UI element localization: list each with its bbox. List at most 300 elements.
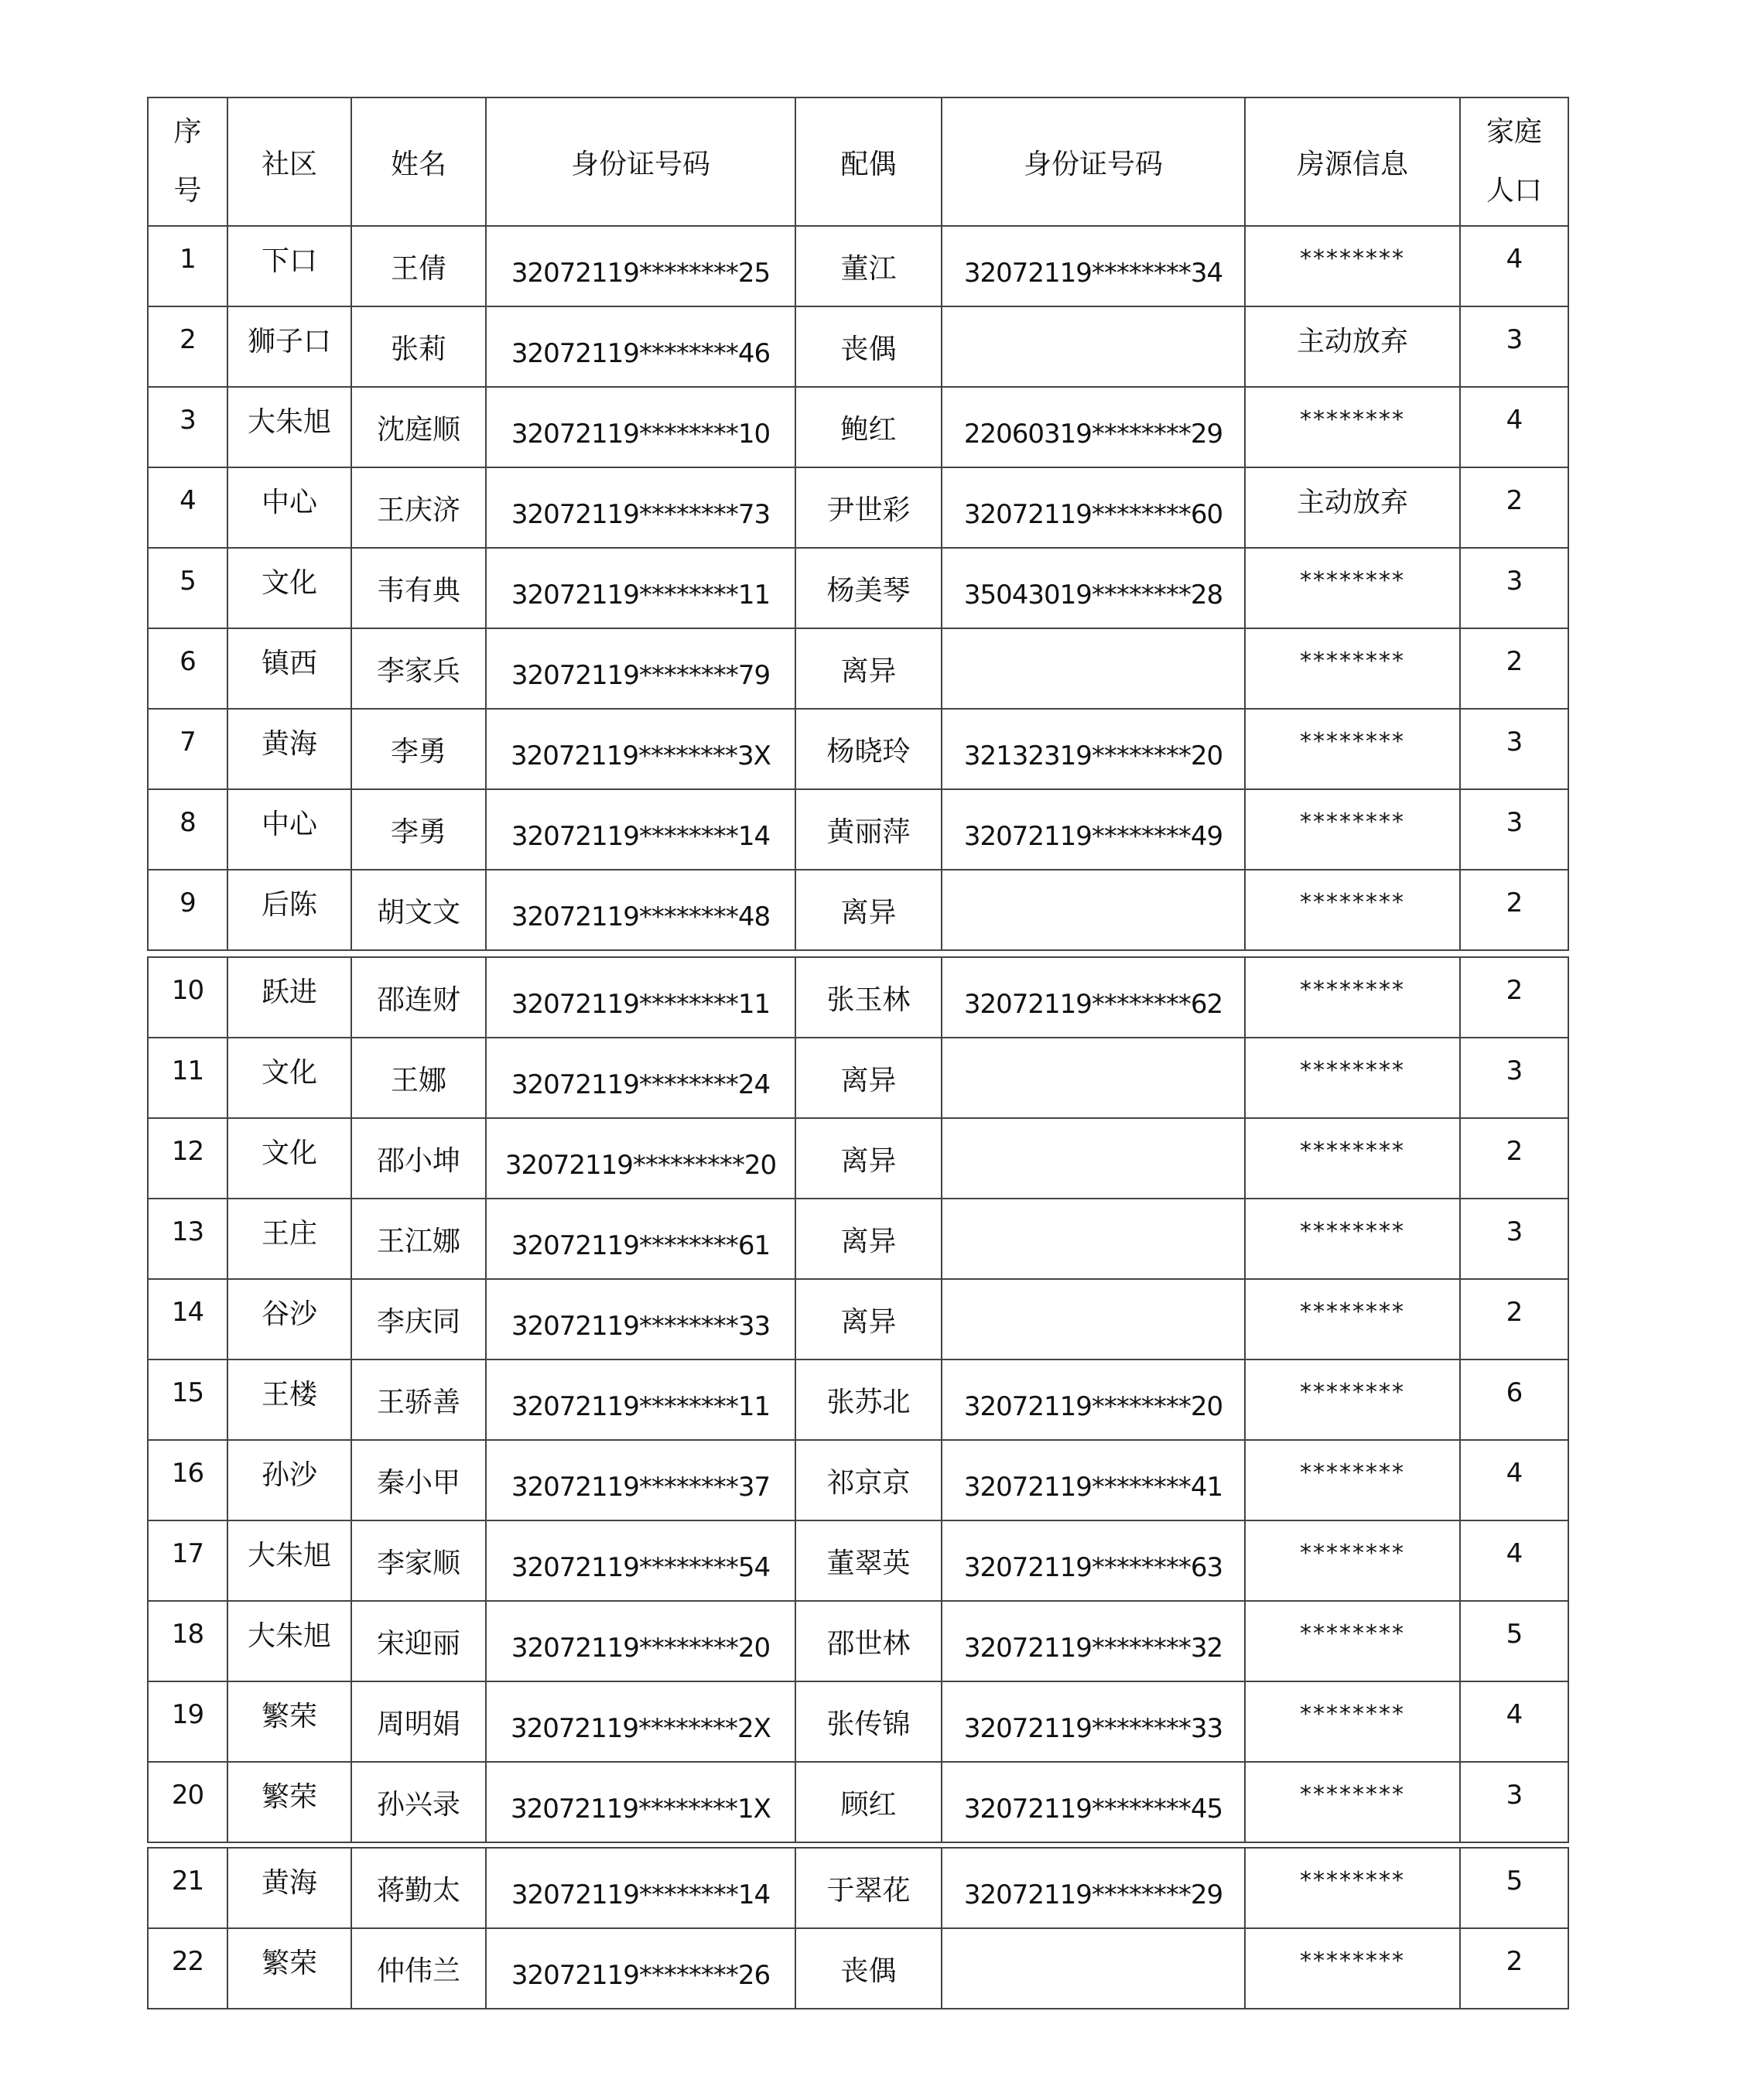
cell-id-number <box>486 1928 795 2009</box>
cell-community <box>227 1848 351 1928</box>
cell-community <box>227 1279 351 1360</box>
table-row <box>148 1681 1568 1762</box>
cell-spouse-text: 尹世彩 <box>826 494 911 526</box>
cell-housing <box>1245 1601 1460 1681</box>
cell-spouse-id <box>942 628 1245 709</box>
cell-spouse <box>795 306 942 387</box>
table-row <box>148 709 1568 789</box>
cell-community <box>227 1360 351 1440</box>
cell-name-text: 周明娟 <box>376 1708 460 1740</box>
cell-community-text: 后陈 <box>261 888 317 921</box>
cell-community-text: 大朱旭 <box>247 405 331 438</box>
cell-housing-text: ******** <box>1300 1700 1405 1728</box>
table-row <box>148 789 1568 870</box>
cell-spouse <box>795 1118 942 1199</box>
cell-community <box>227 628 351 709</box>
cell-id-number <box>486 957 795 1038</box>
cell-community-text: 跃进 <box>261 976 317 1008</box>
cell-spouse-text: 丧偶 <box>840 333 897 365</box>
cell-spouse-id <box>942 1440 1245 1520</box>
cell-name <box>351 628 486 709</box>
table-row <box>148 957 1568 1038</box>
cell-id-number-text: 32072119********14 <box>511 820 771 852</box>
cell-spouse-text: 丧偶 <box>840 1955 897 1987</box>
cell-spouse-id-text: 32132319********20 <box>963 740 1223 771</box>
cell-seq <box>148 1118 227 1199</box>
cell-spouse-text: 张传锦 <box>826 1708 911 1740</box>
cell-id-number <box>486 628 795 709</box>
cell-spouse <box>795 957 942 1038</box>
cell-seq <box>148 1038 227 1118</box>
table-segment-2 <box>147 956 1569 1843</box>
cell-seq <box>148 1601 227 1681</box>
cell-spouse-text: 邵世林 <box>826 1627 911 1660</box>
cell-spouse-id <box>942 870 1245 950</box>
cell-name <box>351 1279 486 1360</box>
header-seq: 序 号 <box>148 97 227 226</box>
header-id-number: 身份证号码 <box>486 97 795 226</box>
cell-family-size <box>1460 628 1568 709</box>
cell-name <box>351 1360 486 1440</box>
cell-name-text: 宋迎丽 <box>376 1627 460 1660</box>
cell-name-text: 孙兴录 <box>376 1788 460 1821</box>
cell-name-text: 李勇 <box>390 735 446 768</box>
cell-id-number <box>486 1199 795 1279</box>
cell-spouse-id <box>942 1928 1245 2009</box>
cell-housing <box>1245 1848 1460 1928</box>
cell-housing-text: ******** <box>1300 1866 1405 1894</box>
cell-community-text: 王庄 <box>261 1217 317 1250</box>
cell-name <box>351 548 486 628</box>
cell-seq-text: 15 <box>171 1377 204 1408</box>
cell-community <box>227 1928 351 2009</box>
cell-housing-text: ******** <box>1300 1619 1405 1647</box>
cell-seq <box>148 1520 227 1601</box>
cell-housing-text: ******** <box>1300 1056 1405 1084</box>
cell-seq-text: 11 <box>171 1055 204 1086</box>
cell-spouse <box>795 387 942 467</box>
cell-name <box>351 226 486 306</box>
cell-seq-text: 10 <box>171 974 204 1006</box>
cell-family-size <box>1460 1440 1568 1520</box>
cell-id-number <box>486 1118 795 1199</box>
cell-housing-text: ******** <box>1300 888 1405 916</box>
cell-seq-text: 14 <box>171 1296 204 1328</box>
cell-family-size <box>1460 957 1568 1038</box>
table-row <box>148 1601 1568 1681</box>
cell-spouse <box>795 1681 942 1762</box>
cell-family-size-text: 2 <box>1506 974 1523 1006</box>
cell-seq <box>148 1762 227 1842</box>
cell-community <box>227 306 351 387</box>
cell-id-number-text: 32072119********14 <box>511 1879 771 1910</box>
cell-housing <box>1245 1199 1460 1279</box>
cell-community <box>227 957 351 1038</box>
cell-spouse <box>795 467 942 548</box>
cell-housing-text: ******** <box>1300 245 1405 272</box>
cell-seq-text: 17 <box>171 1537 204 1569</box>
cell-spouse-id <box>942 1681 1245 1762</box>
cell-housing <box>1245 1440 1460 1520</box>
cell-spouse <box>795 548 942 628</box>
cell-community <box>227 709 351 789</box>
cell-community <box>227 548 351 628</box>
cell-seq <box>148 789 227 870</box>
cell-id-number-text: 32072119********2X <box>511 1712 771 1744</box>
cell-id-number-text: 32072119********10 <box>511 418 771 450</box>
cell-housing <box>1245 387 1460 467</box>
cell-community-text: 中心 <box>261 486 317 518</box>
cell-housing <box>1245 1360 1460 1440</box>
cell-spouse <box>795 226 942 306</box>
cell-community <box>227 467 351 548</box>
cell-housing-text: ******** <box>1300 1378 1405 1406</box>
cell-id-number <box>486 870 795 950</box>
cell-seq-text: 3 <box>180 404 196 436</box>
cell-community <box>227 789 351 870</box>
cell-spouse-text: 张苏北 <box>826 1386 911 1418</box>
cell-spouse-id-text: 32072119********20 <box>963 1390 1223 1422</box>
cell-spouse <box>795 1199 942 1279</box>
cell-community-text: 下口 <box>261 245 317 277</box>
cell-family-size-text: 6 <box>1506 1377 1523 1408</box>
table-row <box>148 548 1568 628</box>
cell-name <box>351 709 486 789</box>
cell-family-size-text: 3 <box>1506 1055 1523 1086</box>
cell-spouse <box>795 1440 942 1520</box>
cell-spouse-text: 离异 <box>840 1144 897 1177</box>
cell-housing <box>1245 870 1460 950</box>
cell-community-text: 孙沙 <box>261 1459 317 1491</box>
cell-family-size-text: 3 <box>1506 806 1523 838</box>
cell-id-number <box>486 387 795 467</box>
cell-id-number-text: 32072119********11 <box>511 579 771 611</box>
table-row <box>148 870 1568 950</box>
cell-community-text: 大朱旭 <box>247 1619 331 1652</box>
cell-spouse-text: 离异 <box>840 1305 897 1338</box>
cell-community-text: 谷沙 <box>261 1298 317 1330</box>
cell-community <box>227 1520 351 1601</box>
table-row <box>148 306 1568 387</box>
cell-spouse-text: 杨美琴 <box>826 574 911 607</box>
cell-name <box>351 1118 486 1199</box>
table-row <box>148 226 1568 306</box>
cell-spouse-id <box>942 306 1245 387</box>
cell-housing <box>1245 1279 1460 1360</box>
cell-family-size <box>1460 548 1568 628</box>
cell-id-number-text: 32072119********3X <box>511 740 771 771</box>
cell-housing <box>1245 628 1460 709</box>
cell-name-text: 王娜 <box>390 1064 446 1096</box>
cell-community-text: 文化 <box>261 1137 317 1169</box>
cell-seq-text: 1 <box>180 243 196 275</box>
cell-community <box>227 1199 351 1279</box>
cell-name <box>351 467 486 548</box>
cell-spouse <box>795 1762 942 1842</box>
cell-seq <box>148 1279 227 1360</box>
cell-housing-text: ******** <box>1300 647 1405 675</box>
cell-community <box>227 870 351 950</box>
cell-housing-text: ******** <box>1300 1217 1405 1245</box>
cell-seq-text: 20 <box>171 1779 204 1811</box>
cell-community <box>227 387 351 467</box>
cell-spouse-id <box>942 1118 1245 1199</box>
header-spouse-id: 身份证号码 <box>942 97 1245 226</box>
cell-name-text: 王骄善 <box>376 1386 460 1418</box>
cell-housing-text: ******** <box>1300 566 1405 594</box>
cell-seq-text: 13 <box>171 1216 204 1247</box>
cell-family-size-text: 2 <box>1506 645 1523 677</box>
table-row <box>148 387 1568 467</box>
cell-housing <box>1245 1118 1460 1199</box>
cell-family-size-text: 3 <box>1506 323 1523 355</box>
cell-housing <box>1245 1762 1460 1842</box>
cell-spouse <box>795 628 942 709</box>
cell-name-text: 仲伟兰 <box>376 1955 460 1987</box>
cell-community-text: 黄海 <box>261 1866 317 1899</box>
cell-seq-text: 22 <box>171 1945 204 1977</box>
cell-name-text: 蒋勤太 <box>376 1874 460 1907</box>
cell-id-number <box>486 709 795 789</box>
cell-housing-text: ******** <box>1300 727 1405 755</box>
cell-spouse-id <box>942 1199 1245 1279</box>
cell-housing <box>1245 226 1460 306</box>
cell-community <box>227 1601 351 1681</box>
cell-seq-text: 2 <box>180 323 196 355</box>
cell-family-size <box>1460 1520 1568 1601</box>
cell-spouse-text: 鲍红 <box>840 413 897 446</box>
cell-family-size-text: 4 <box>1506 1457 1523 1489</box>
cell-id-number-text: 32072119********1X <box>511 1793 771 1825</box>
cell-name <box>351 1520 486 1601</box>
cell-community-text: 大朱旭 <box>247 1539 331 1572</box>
cell-community-text: 中心 <box>261 808 317 840</box>
cell-seq-text: 12 <box>171 1135 204 1167</box>
cell-id-number-text: 32072119********54 <box>511 1551 771 1583</box>
cell-spouse-id-text: 32072119********33 <box>963 1712 1223 1744</box>
cell-id-number-text: 32072119********26 <box>511 1959 771 1991</box>
table-row <box>148 1928 1568 2009</box>
cell-seq-text: 7 <box>180 726 196 758</box>
cell-family-size-text: 2 <box>1506 1135 1523 1167</box>
cell-spouse-text: 离异 <box>840 1225 897 1257</box>
cell-housing-text: ******** <box>1300 808 1405 836</box>
cell-housing <box>1245 709 1460 789</box>
cell-housing <box>1245 306 1460 387</box>
cell-seq-text: 9 <box>180 887 196 918</box>
cell-id-number <box>486 306 795 387</box>
cell-family-size-text: 4 <box>1506 1537 1523 1569</box>
cell-seq <box>148 628 227 709</box>
cell-housing-text: ******** <box>1300 1780 1405 1808</box>
cell-family-size <box>1460 1762 1568 1842</box>
cell-spouse-id <box>942 1038 1245 1118</box>
cell-seq <box>148 306 227 387</box>
cell-name-text: 胡文文 <box>376 896 460 929</box>
cell-spouse-id <box>942 226 1245 306</box>
cell-id-number <box>486 1038 795 1118</box>
table-row <box>148 1199 1568 1279</box>
cell-family-size-text: 5 <box>1506 1865 1523 1896</box>
header-row <box>148 97 1568 226</box>
cell-id-number <box>486 1360 795 1440</box>
cell-name <box>351 1199 486 1279</box>
cell-spouse-id <box>942 1520 1245 1601</box>
cell-spouse-text: 黄丽萍 <box>826 816 911 848</box>
cell-name-text: 李家顺 <box>376 1547 460 1579</box>
cell-community <box>227 1038 351 1118</box>
cell-seq-text: 6 <box>180 645 196 677</box>
cell-name <box>351 1038 486 1118</box>
cell-spouse-id-text: 32072119********45 <box>963 1793 1223 1825</box>
cell-spouse-id-text: 32072119********32 <box>963 1632 1223 1664</box>
cell-community-text: 繁荣 <box>261 1700 317 1732</box>
cell-family-size-text: 2 <box>1506 1945 1523 1977</box>
cell-community-text: 狮子口 <box>247 325 331 357</box>
cell-spouse <box>795 789 942 870</box>
cell-community-text: 王楼 <box>261 1378 317 1411</box>
table-row <box>148 1520 1568 1601</box>
cell-name-text: 沈庭顺 <box>376 413 460 446</box>
table-row <box>148 1038 1568 1118</box>
cell-spouse-text: 祁京京 <box>826 1466 911 1499</box>
cell-spouse-id-text: 32072119********41 <box>963 1471 1223 1503</box>
cell-housing <box>1245 1928 1460 2009</box>
cell-spouse-id <box>942 957 1245 1038</box>
cell-spouse-id <box>942 1762 1245 1842</box>
cell-id-number-text: 32072119********37 <box>511 1471 771 1503</box>
cell-family-size <box>1460 226 1568 306</box>
cell-name <box>351 789 486 870</box>
cell-family-size <box>1460 1681 1568 1762</box>
cell-seq <box>148 870 227 950</box>
cell-name <box>351 1848 486 1928</box>
cell-family-size <box>1460 467 1568 548</box>
cell-spouse-id <box>942 789 1245 870</box>
table-row <box>148 1440 1568 1520</box>
cell-housing <box>1245 789 1460 870</box>
cell-seq-text: 5 <box>180 565 196 597</box>
cell-seq <box>148 1440 227 1520</box>
cell-spouse-text: 离异 <box>840 896 897 929</box>
cell-family-size-text: 3 <box>1506 1216 1523 1247</box>
table-row <box>148 1848 1568 1928</box>
cell-name-text: 邵小坤 <box>376 1144 460 1177</box>
header-name: 姓名 <box>351 97 486 226</box>
cell-name-text: 邵连财 <box>376 983 460 1016</box>
cell-seq <box>148 1360 227 1440</box>
cell-community <box>227 1440 351 1520</box>
cell-seq <box>148 1199 227 1279</box>
cell-family-size-text: 3 <box>1506 1779 1523 1811</box>
cell-seq <box>148 387 227 467</box>
cell-id-number <box>486 548 795 628</box>
cell-family-size-text: 4 <box>1506 404 1523 436</box>
cell-spouse-id-text: 22060319********29 <box>963 418 1223 450</box>
cell-id-number <box>486 789 795 870</box>
cell-family-size <box>1460 1038 1568 1118</box>
cell-spouse-text: 董江 <box>840 252 897 285</box>
cell-id-number-text: 32072119********25 <box>511 257 771 289</box>
table-segment-1 <box>147 97 1569 951</box>
cell-housing-text: 主动放弃 <box>1296 486 1408 518</box>
table-row <box>148 1762 1568 1842</box>
table-row <box>148 628 1568 709</box>
cell-id-number <box>486 1601 795 1681</box>
cell-seq <box>148 467 227 548</box>
cell-id-number <box>486 1762 795 1842</box>
cell-id-number-text: 32072119********33 <box>511 1310 771 1342</box>
cell-name-text: 王庆济 <box>376 494 460 526</box>
cell-seq-text: 16 <box>171 1457 204 1489</box>
table-row <box>148 1279 1568 1360</box>
table-row <box>148 1360 1568 1440</box>
cell-spouse <box>795 870 942 950</box>
cell-spouse <box>795 1520 942 1601</box>
header-housing: 房源信息 <box>1245 97 1460 226</box>
cell-family-size <box>1460 1928 1568 2009</box>
cell-housing-text: ******** <box>1300 1459 1405 1486</box>
cell-id-number-text: 32072119********46 <box>511 337 771 369</box>
cell-id-number-text: 32072119********11 <box>511 1390 771 1422</box>
cell-spouse-id <box>942 1848 1245 1928</box>
cell-spouse-text: 张玉林 <box>826 983 911 1016</box>
cell-family-size-text: 5 <box>1506 1618 1523 1650</box>
cell-family-size <box>1460 1199 1568 1279</box>
cell-name-text: 秦小甲 <box>376 1466 460 1499</box>
cell-name <box>351 306 486 387</box>
header-family-size: 家庭 人口 <box>1460 97 1568 226</box>
cell-name <box>351 1928 486 2009</box>
cell-family-size <box>1460 709 1568 789</box>
cell-name <box>351 1601 486 1681</box>
cell-spouse-text: 离异 <box>840 1064 897 1096</box>
cell-name <box>351 1762 486 1842</box>
cell-spouse-id <box>942 709 1245 789</box>
cell-seq <box>148 226 227 306</box>
cell-id-number-text: 32072119*********20 <box>504 1149 777 1181</box>
cell-family-size <box>1460 387 1568 467</box>
cell-seq-text: 4 <box>180 484 196 516</box>
cell-family-size-text: 3 <box>1506 565 1523 597</box>
cell-community <box>227 1681 351 1762</box>
cell-id-number <box>486 226 795 306</box>
cell-name-text: 李庆同 <box>376 1305 460 1338</box>
cell-family-size <box>1460 870 1568 950</box>
cell-spouse-text: 离异 <box>840 655 897 687</box>
cell-community <box>227 1762 351 1842</box>
cell-housing-text: ******** <box>1300 1539 1405 1567</box>
cell-seq <box>148 1928 227 2009</box>
cell-spouse <box>795 1928 942 2009</box>
cell-seq-text: 8 <box>180 806 196 838</box>
cell-family-size-text: 4 <box>1506 1698 1523 1730</box>
cell-spouse-id-text: 32072119********62 <box>963 988 1223 1020</box>
cell-name <box>351 1681 486 1762</box>
cell-name-text: 李家兵 <box>376 655 460 687</box>
cell-family-size-text: 4 <box>1506 243 1523 275</box>
cell-community-text: 繁荣 <box>261 1947 317 1979</box>
cell-spouse-id-text: 35043019********28 <box>963 579 1223 611</box>
cell-housing-text: ******** <box>1300 1137 1405 1165</box>
cell-spouse <box>795 1848 942 1928</box>
cell-id-number-text: 32072119********79 <box>511 659 771 691</box>
cell-seq <box>148 709 227 789</box>
cell-community <box>227 226 351 306</box>
cell-community-text: 文化 <box>261 566 317 599</box>
cell-family-size-text: 3 <box>1506 726 1523 758</box>
cell-spouse-text: 顾红 <box>840 1788 897 1821</box>
